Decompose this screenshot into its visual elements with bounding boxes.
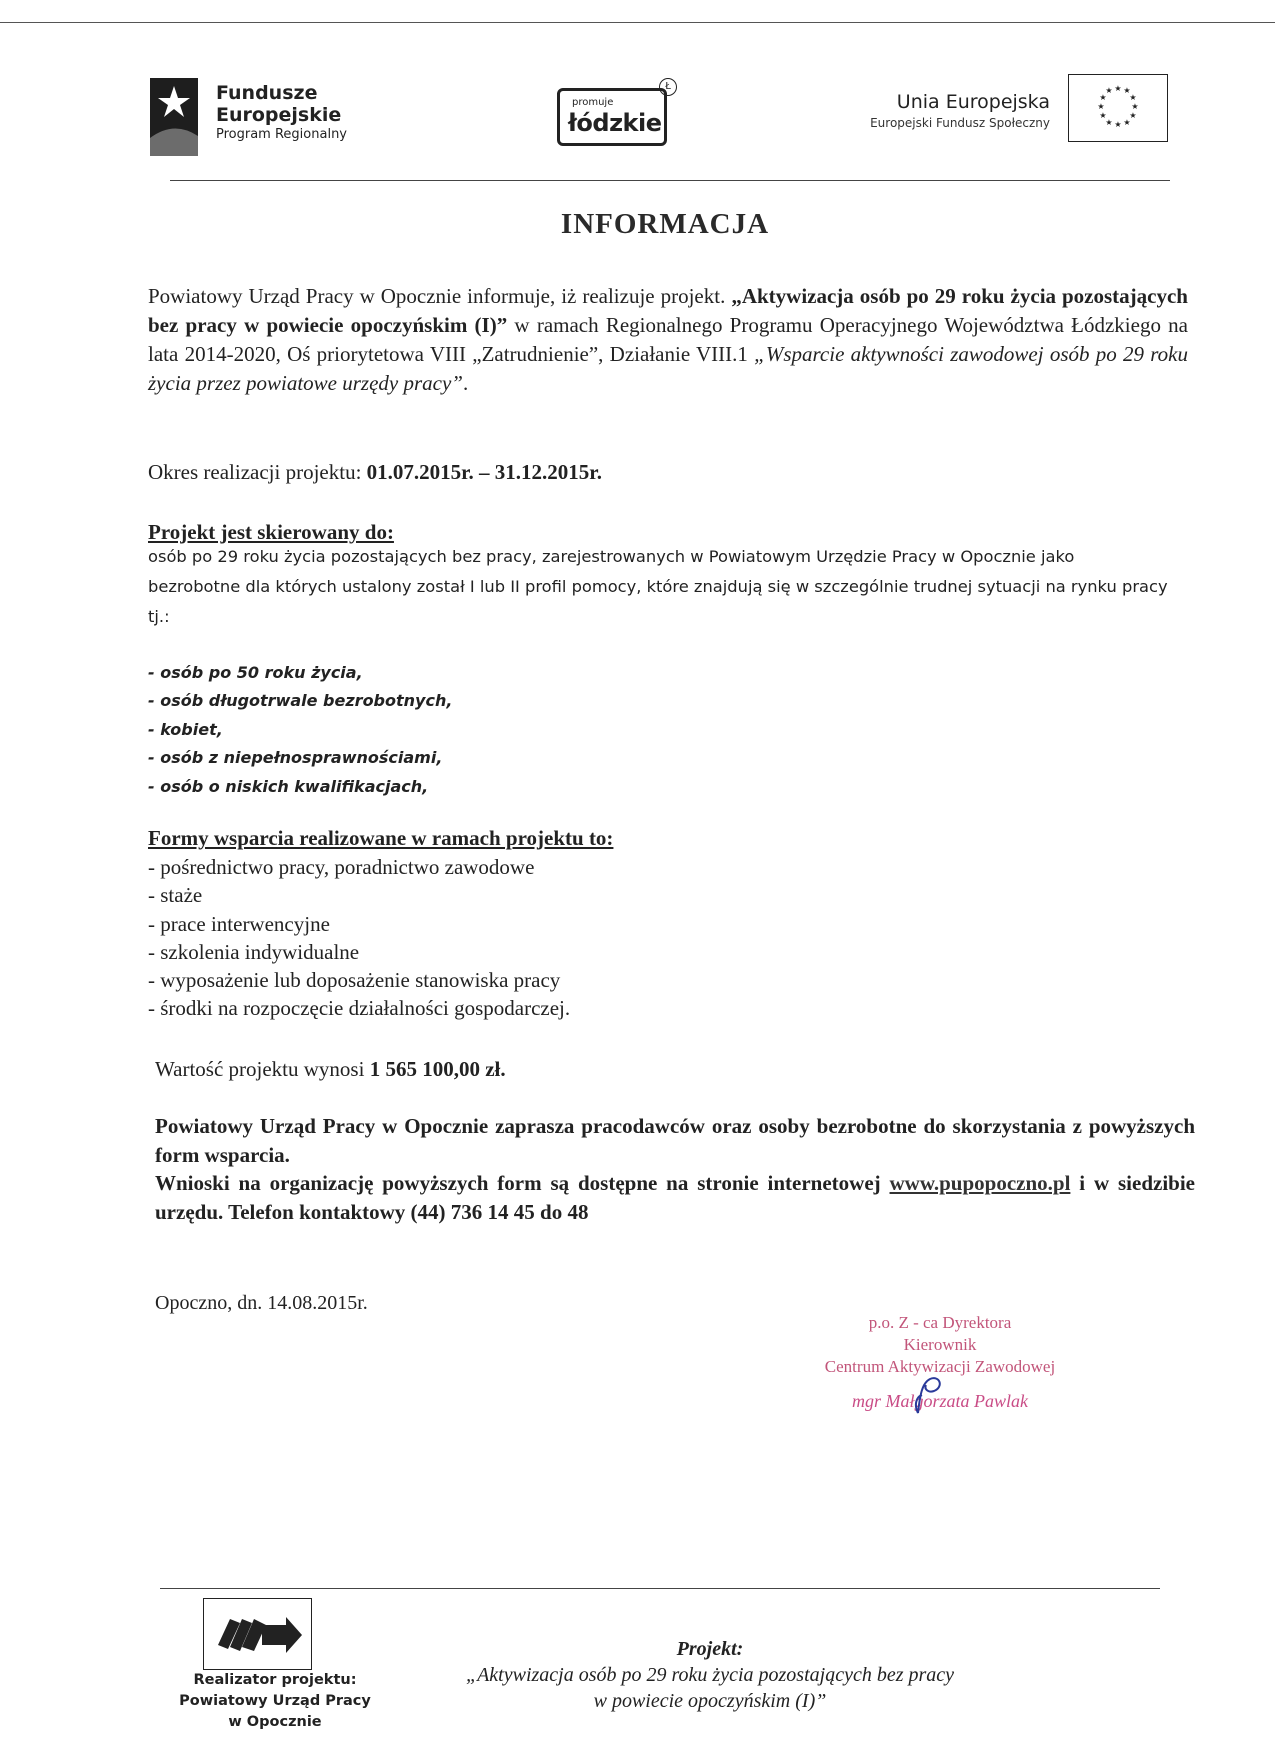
invitation-text: Wnioski na organizację powyższych form są dostępne na stronie internetowej (155, 1171, 890, 1195)
value-label: Wartość projektu wynosi (155, 1057, 370, 1081)
svg-text:★: ★ (1123, 86, 1131, 95)
svg-text:★: ★ (1105, 86, 1113, 95)
invitation-paragraph (155, 1112, 1195, 1226)
list-item: - osób z niepełnosprawnościami, (148, 748, 443, 768)
website-link[interactable]: www.pupopoczno.pl (889, 1171, 1071, 1195)
stamp-line-1: p.o. Z - ca Dyrektora (868, 1313, 1012, 1332)
intro-text-1: Powiatowy Urząd Pracy w Opocznie informuje, iż realizuje projekt. (148, 284, 732, 308)
target-groups-list (148, 659, 452, 801)
svg-text:★: ★ (1129, 93, 1137, 102)
promuje-lodzkie-logo (557, 78, 677, 148)
contact-phone-text: i w siedzibie urzędu. Telefon kontaktowy (44) 736 14 45 do 48 (155, 1171, 1195, 1224)
stamp-line-2: Kierownik (903, 1335, 977, 1354)
stamp-line-3: Centrum Aktywizacji Zawodowej (824, 1357, 1056, 1376)
projekt-line-1: „Aktywizacja osób po 29 roku życia pozostających bez pracy (465, 1664, 955, 1686)
stamp-name: mgr Małgorzata Pawlak (851, 1391, 1028, 1411)
period-value: 01.07.2015r. – 31.12.2015r. (366, 460, 602, 484)
value-amount: 1 565 100,00 zł. (369, 1057, 506, 1081)
list-item: - osób o niskich kwalifikacjach, (148, 776, 429, 796)
intro-text-2: w ramach Regionalnego Programu Operacyjnego Województwa Łódzkiego na lata 2014-2020, Oś priorytetowa VIII „Zatrudnienie”, Działanie VIII.1 (148, 313, 1188, 366)
target-description: osób po 29 roku życia pozostających bez pracy, zarejestrowanych w Powiatowym Urzędzie Pracy w Opocznie jako bezrobotne dla których ustalony został I lub II profil pomocy, które znajdują się w szczególnie trudnej sytuacji na rynku pracy tj.: (148, 547, 1168, 626)
intro-project-name: „Aktywizacja osób po 29 roku życia pozostających bez pracy w powiecie opoczyńskim (I)” (148, 284, 1188, 337)
invitation-line-1: Powiatowy Urząd Pracy w Opocznie zaprasza pracodawców oraz osoby bezrobotne do skorzystania z powyższych form wsparcia. (155, 1114, 1195, 1167)
period-label: Okres realizacji projektu: (148, 460, 367, 484)
realizator-text (150, 1670, 400, 1733)
arrow-cards-icon (204, 1599, 311, 1669)
list-item: - środki na rozpoczęcie działalności gospodarczej. (148, 996, 571, 1021)
list-item: - osób po 50 roku życia, (148, 663, 363, 682)
svg-text:★: ★ (1129, 111, 1137, 120)
svg-text:★: ★ (1097, 102, 1105, 111)
projekt-heading: Projekt: (676, 1638, 744, 1660)
intro-measure-name: „Wsparcie aktywności zawodowej osób po 29 roku życia przez powiatowe urzędy pracy” (148, 342, 1188, 395)
handwritten-signature-icon (900, 1365, 960, 1425)
svg-text:★: ★ (1131, 102, 1139, 111)
forms-heading: Formy wsparcia realizowane w ramach projektu to: (148, 826, 614, 850)
footer-project-info (420, 1636, 1000, 1714)
intro-paragraph (148, 282, 1188, 398)
list-item: - prace interwencyjne (148, 911, 330, 936)
place-date: Opoczno, dn. 14.08.2015r. (155, 1292, 368, 1314)
unia-europejska-text (790, 90, 1050, 132)
list-item: - osób długotrwale bezrobotnych, (148, 691, 453, 711)
realizator-line-3: w Opocznie (228, 1714, 322, 1730)
svg-text:★: ★ (1114, 120, 1122, 129)
fundusze-line3: Program Regionalny (216, 127, 347, 142)
invitation-line-2 (155, 1169, 1195, 1226)
fundusze-europejskie-logo (150, 68, 410, 158)
eu-stars-icon (1069, 75, 1167, 141)
lodzkie-big-text: łódzkie (568, 109, 662, 137)
scan-top-line (0, 22, 1275, 23)
fundusze-europejskie-mark-icon (150, 78, 198, 156)
eu-flag-icon (1068, 74, 1168, 142)
footer-divider (160, 1588, 1160, 1589)
ue-line1: Unia Europejska (896, 91, 1050, 113)
realizator-line-2: Powiatowy Urząd Pracy (179, 1693, 371, 1709)
svg-text:★: ★ (1123, 118, 1131, 127)
lodzkie-small-text: promuje (572, 97, 614, 108)
project-period (148, 460, 602, 485)
lodzkie-frame (557, 88, 667, 146)
list-item: - wyposażenie lub doposażenie stanowiska pracy (148, 968, 561, 993)
fundusze-line1: Fundusze (216, 82, 318, 104)
target-heading: Projekt jest skierowany do: (148, 520, 394, 544)
realizator-logo (203, 1598, 312, 1670)
svg-text:★: ★ (1099, 111, 1107, 120)
header-divider (170, 180, 1170, 181)
fundusze-line2: Europejskie (216, 104, 342, 126)
lodzkie-circle-mark: Ł (659, 78, 677, 96)
ue-line2: Europejski Fundusz Społeczny (870, 116, 1050, 130)
list-item: - kobiet, (148, 719, 223, 739)
projekt-line-2: w powiecie opoczyńskim (I)” (593, 1690, 827, 1712)
svg-text:★: ★ (1105, 118, 1113, 127)
svg-text:★: ★ (1099, 93, 1107, 102)
intro-text-3: . (462, 371, 469, 395)
list-item: - pośrednictwo pracy, poradnictwo zawodowe (148, 855, 535, 879)
fundusze-europejskie-text (216, 82, 347, 144)
list-item: - szkolenia indywidualne (148, 939, 360, 964)
forms-list (148, 853, 570, 1023)
document-title: INFORMACJA (560, 208, 770, 240)
list-item: - staże (148, 883, 203, 908)
project-value (155, 1057, 506, 1082)
svg-text:★: ★ (1114, 84, 1122, 93)
realizator-line-1: Realizator projektu: (193, 1672, 357, 1688)
